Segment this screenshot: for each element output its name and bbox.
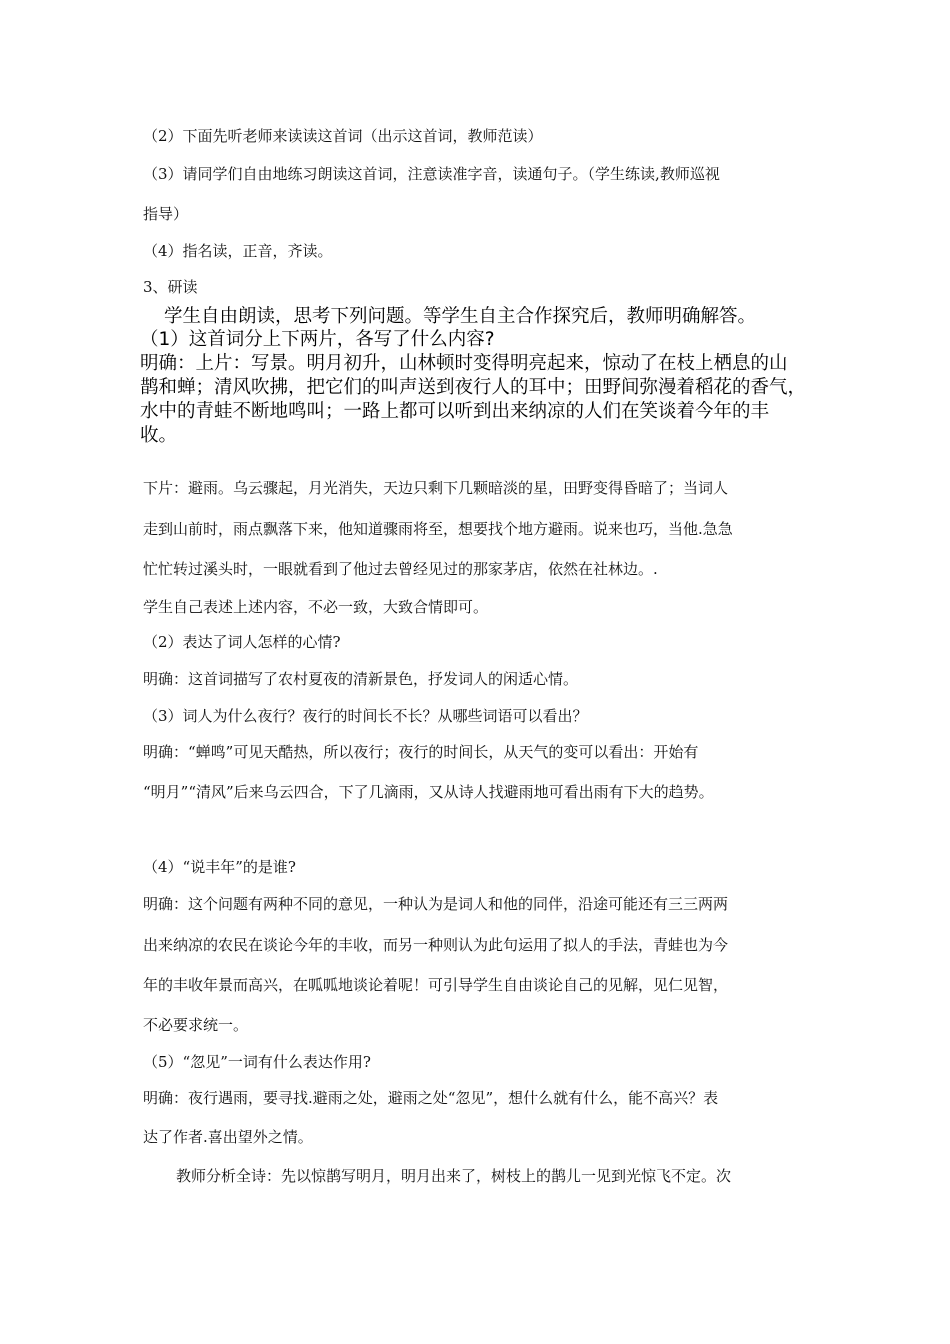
section-heading: 3、研读: [143, 278, 198, 296]
embedded-text-image: [140, 306, 820, 456]
text-line: （2）下面先听老师来读读这首词（出示这首词，教师范读）: [143, 127, 543, 145]
text-line: “明月”“清风”后来乌云四合，下了几滴雨，又从诗人找避雨地可看出雨有下大的趋势。: [143, 783, 714, 801]
text-line: 忙忙转过溪头时，一眼就看到了他过去曾经见过的那家茅店，依然在社林边。.: [143, 560, 658, 578]
text-line: （3）请同学们自由地练习朗读这首词，注意读准字音，读通句子。（学生练读,教师巡视: [143, 165, 720, 183]
text-line: 明确：“蝉鸣”可见天酷热，所以夜行；夜行的时间长，从天气的变可以看出：开始有: [143, 743, 699, 761]
text-line: 教师分析全诗：先以惊鹊写明月，明月出来了，树枝上的鹊儿一见到光惊飞不定。次: [176, 1167, 732, 1185]
image-text-line: 收。: [140, 425, 178, 446]
image-text-line: 鹊和蝉；清风吹拂，把它们的叫声送到夜行人的耳中；田野间弥漫着稻花的香气，: [140, 377, 807, 398]
text-line: 年的丰收年景而高兴，在呱呱地谈论着呢！可引导学生自由谈论自己的见解，见仁见智，: [143, 976, 729, 994]
image-text-line: 明确：上片：写景。明月初升，山林顿时变得明亮起来，惊动了在枝上栖息的山: [140, 353, 788, 374]
text-line: 明确：这首词描写了农村夏夜的清新景色，抒发词人的闲适心情。: [143, 670, 579, 688]
image-text-line: 水中的青蛙不断地鸣叫；一路上都可以听到出来纳凉的人们在笑谈着今年的丰: [140, 401, 770, 422]
text-line: （2）表达了词人怎样的心情?: [143, 633, 341, 651]
text-line: 下片：避雨。乌云骤起，月光消失，天边只剩下几颗暗淡的星，田野变得昏暗了；当词人: [143, 479, 729, 497]
image-text-line: （1）这首词分上下两片，各写了什么内容?: [140, 329, 495, 350]
text-line: 走到山前时，雨点飘落下来，他知道骤雨将至，想要找个地方避雨。说来也巧，当他.急急: [143, 520, 733, 538]
text-line: 学生自己表述上述内容，不必一致，大致合情即可。: [143, 598, 489, 616]
text-line: 不必要求统一。: [143, 1016, 249, 1034]
text-line: 出来纳凉的农民在谈论今年的丰收，而另一种则认为此句运用了拟人的手法，青蛙也为今: [143, 936, 729, 954]
text-line: （4）“说丰年”的是谁?: [143, 858, 296, 876]
image-text-line: 学生自由朗读，思考下列问题。等学生自主合作探究后，教师明确解答。: [164, 306, 757, 327]
text-line: 明确：这个问题有两种不同的意见，一种认为是词人和他的同伴，沿途可能还有三三两两: [143, 895, 729, 913]
text-line: 明确：夜行遇雨，要寻找.避雨之处，避雨之处“忽见”，想什么就有什么，能不高兴？表: [143, 1089, 719, 1107]
text-line: 指导）: [143, 205, 189, 223]
text-line: （4）指名读，正音，齐读。: [143, 242, 333, 260]
text-line: 达了作者.喜出望外之情。: [143, 1128, 313, 1146]
text-line: （3）词人为什么夜行？夜行的时间长不长？从哪些词语可以看出？: [143, 707, 588, 725]
text-line: （5）“忽见”一词有什么表达作用?: [143, 1053, 371, 1071]
